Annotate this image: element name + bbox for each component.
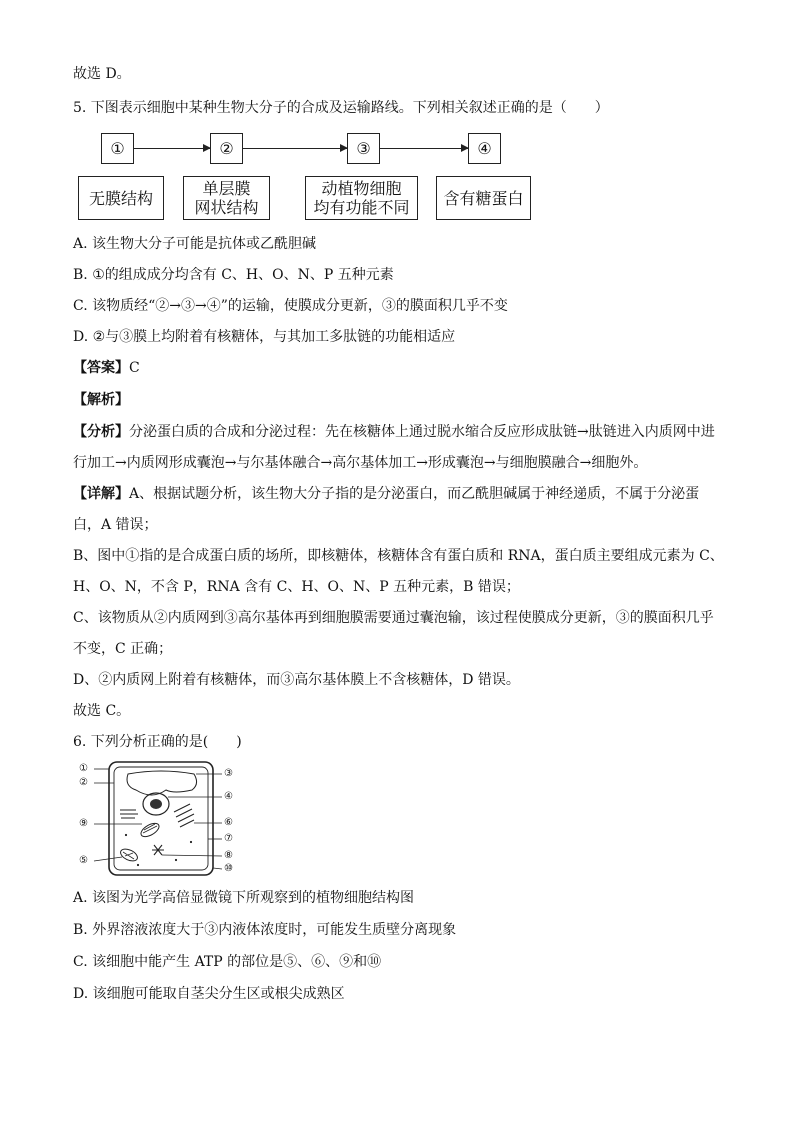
q6-option-c: C. 该细胞中能产生 ATP 的部位是⑤、⑥、⑨和⑩ <box>73 954 382 970</box>
xiangjie-tag: 【详解】 <box>73 486 129 502</box>
xiangjie-text-1: A、根据试题分析，该生物大分子指的是分泌蛋白，而乙酰胆碱属于神经递质，不属于分泌蛋 <box>129 486 700 502</box>
xiangjie-line-1 <box>73 484 699 504</box>
q5-stem: 5. 下图表示细胞中某种生物大分子的合成及运输路线。下列相关叙述正确的是（ ） <box>73 100 609 116</box>
xiangjie-line-8: 故选 C。 <box>73 703 131 719</box>
flow-desc-1 <box>78 176 164 220</box>
flow-node-4: ④ <box>468 133 501 164</box>
q6-option-d: D. 该细胞可能取自茎尖分生区或根尖成熟区 <box>73 986 345 1002</box>
cell-label-6: ⑥ <box>224 817 233 828</box>
flow-desc-4 <box>436 176 531 220</box>
flow-desc-3 <box>305 176 418 220</box>
answer-tag: 【答案】 <box>73 360 129 376</box>
cell-label-9: ⑨ <box>79 818 88 829</box>
cell-label-2: ② <box>79 777 88 788</box>
cell-label-10: ⑩ <box>224 863 233 874</box>
flow-node-2: ② <box>210 133 243 164</box>
flow-desc-4-text: 含有糖蛋白 <box>443 188 524 208</box>
xiangjie-line-4: H、O、N，不含 P，RNA 含有 C、H、O、N、P 五种元素，B 错误； <box>73 579 520 595</box>
flow-arrow-3 <box>380 148 468 149</box>
cell-label-4: ④ <box>224 791 233 802</box>
previous-answer-line: 故选 D。 <box>73 66 131 82</box>
q6-option-b: B. 外界溶液浓度大于③内液体浓度时，可能发生质壁分离现象 <box>73 922 457 938</box>
flow-arrow-1 <box>134 148 210 149</box>
q5-answer-line <box>73 358 140 378</box>
q5-option-a: A. 该生物大分子可能是抗体或乙酰胆碱 <box>73 236 317 252</box>
q5-option-d: D. ②与③膜上均附着有核糖体，与其加工多肽链的功能相适应 <box>73 329 456 345</box>
cell-label-3: ③ <box>224 768 233 779</box>
flow-node-1: ① <box>101 133 134 164</box>
xiangjie-line-6: 不变，C 正确； <box>73 641 173 657</box>
answer-value: C <box>129 360 140 376</box>
flow-desc-2-line-1: 单层膜 <box>202 179 251 198</box>
flow-arrow-2 <box>243 148 347 149</box>
q6-option-a: A. 该图为光学高倍显微镜下所观察到的植物细胞结构图 <box>73 890 415 906</box>
plant-cell-figure <box>76 760 246 878</box>
q5-option-c: C. 该物质经“②→③→④”的运输，使膜成分更新，③的膜面积几乎不变 <box>73 298 508 314</box>
flow-desc-2-line-2: 网状结构 <box>194 198 259 217</box>
fenxi-line-2: 行加工→内质网形成囊泡→与尔基体融合→高尔基体加工→形成囊泡→与细胞膜融合→细胞外。 <box>73 455 648 471</box>
xiangjie-line-5: C、该物质从②内质网到③高尔基体再到细胞膜需要通过囊泡输，该过程使膜成分更新，③的膜面积几乎 <box>73 610 714 626</box>
xiangjie-line-3: B、图中①指的是合成蛋白质的场所，即核糖体，核糖体含有蛋白质和 RNA，蛋白质主要组成元素为 C、 <box>73 548 724 564</box>
flow-node-3: ③ <box>347 133 380 164</box>
flow-desc-2 <box>183 176 270 220</box>
plant-cell-drawing <box>76 760 246 878</box>
analysis-tag: 【解析】 <box>73 392 129 408</box>
cell-label-8: ⑧ <box>224 850 233 861</box>
cell-label-5: ⑤ <box>79 855 88 866</box>
fenxi-line-1 <box>73 422 715 442</box>
xiangjie-line-7: D、②内质网上附着有核糖体，而③高尔基体膜上不含核糖体，D 错误。 <box>73 672 520 688</box>
q5-option-b: B. ①的组成成分均含有 C、H、O、N、P 五种元素 <box>73 267 394 283</box>
fenxi-text-1: 分泌蛋白质的合成和分泌过程：先在核糖体上通过脱水缩合反应形成肽链→肽链进入内质网中进 <box>129 424 715 440</box>
flow-desc-1-text: 无膜结构 <box>88 188 153 208</box>
cell-label-7: ⑦ <box>224 833 233 844</box>
cell-label-1: ① <box>79 763 88 774</box>
xiangjie-line-2: 白，A 错误； <box>73 517 158 533</box>
flow-desc-3-line-2: 均有功能不同 <box>313 198 410 217</box>
fenxi-tag: 【分析】 <box>73 424 129 440</box>
q6-stem: 6. 下列分析正确的是( ) <box>73 734 242 750</box>
flow-desc-3-line-1: 动植物细胞 <box>321 179 402 198</box>
